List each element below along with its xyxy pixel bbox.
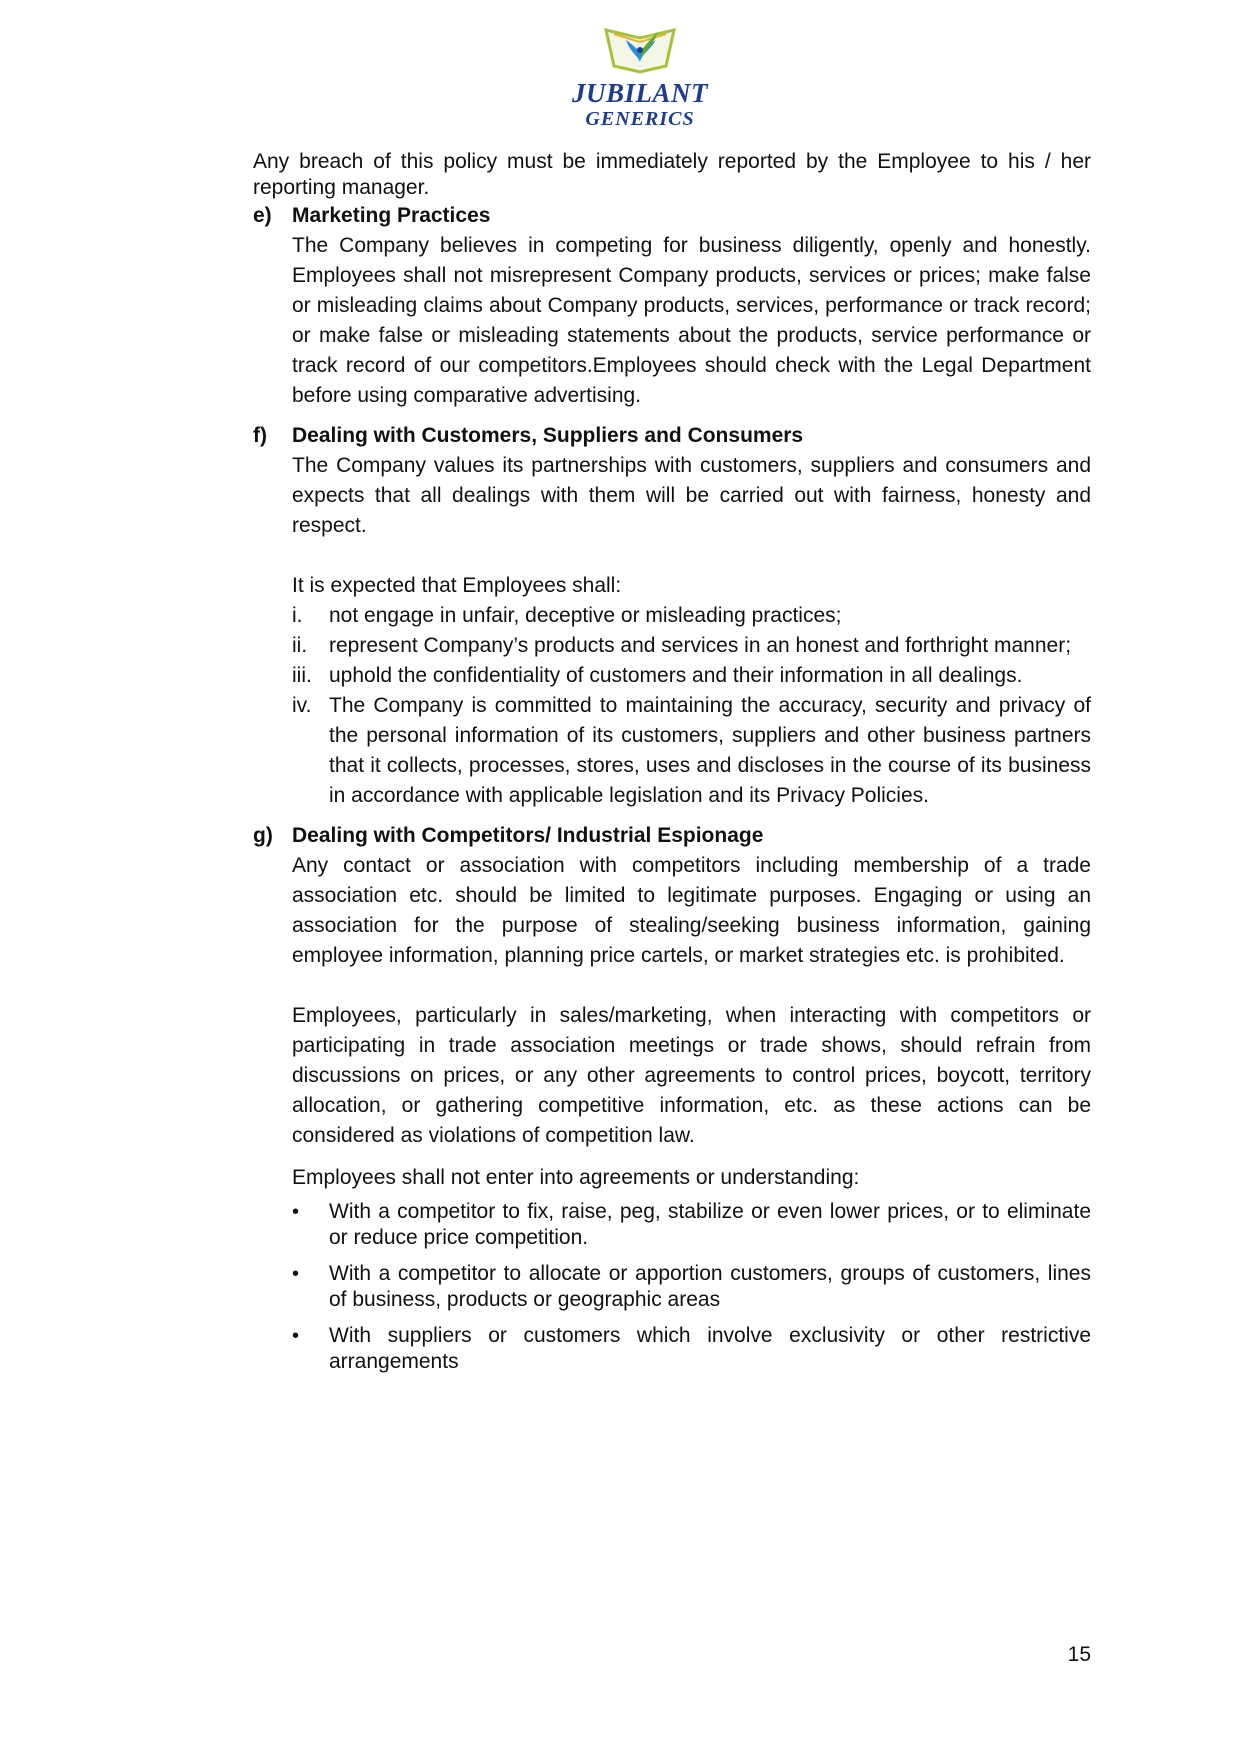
section-letter: e) <box>253 204 272 227</box>
list-lead: It is expected that Employees shall: <box>292 574 622 597</box>
section-title: Dealing with Customers, Suppliers and Consumers <box>292 424 804 447</box>
list-item <box>292 1323 1091 1375</box>
section-letter: g) <box>253 824 273 847</box>
section-paragraph: The Company values its partnerships with customers, suppliers and consumers and expects that all dealings with them will be carried out with fairness, honesty and respect. <box>292 454 1091 537</box>
list-item-text: represent Company’s products and services in an honest and forthright manner; <box>329 634 1072 657</box>
list-item-text: With a competitor to fix, raise, peg, stabilize or even lower prices, or to eliminate or reduce price competition. <box>329 1200 1091 1249</box>
section-paragraph: Employees, particularly in sales/marketing, when interacting with competitors or participating in trade association meetings or trade shows, should refrain from discussions on prices, or any other agreements to control prices, boycott, territory allocation, or gathering competitive information, etc. as these actions can be considered as violations of competition law. <box>292 1004 1091 1147</box>
list-item-text: The Company is committed to maintaining the accuracy, security and privacy of the personal information of its customers, suppliers and other business partners that it collects, processes, stores, uses and discloses in the course of its business in accordance with applicable legislation and its Privacy Policies. <box>329 694 1091 807</box>
list-marker: iv. <box>292 694 312 717</box>
section-marketing-practices <box>253 201 1091 411</box>
list-item <box>292 601 1091 631</box>
book-bird-icon <box>600 22 680 78</box>
list-item <box>292 1261 1091 1313</box>
bullet-icon: • <box>292 1325 300 1347</box>
section-heading <box>253 821 1091 851</box>
list-item-text: With a competitor to allocate or apportion customers, groups of customers, lines of business, products or geographic areas <box>329 1262 1091 1311</box>
page-number: 15 <box>1067 1643 1091 1666</box>
list-item-text: uphold the confidentiality of customers and their information in all dealings. <box>329 664 1023 687</box>
list-item <box>292 631 1091 661</box>
section-dealing-competitors <box>253 821 1091 1375</box>
list-marker: iii. <box>292 664 312 687</box>
section-paragraph: Any contact or association with competitors including membership of a trade association etc. should be limited to legitimate purposes. Engaging or using an association for the purpose of stealing/seeking business information, gaining employee information, planning price cartels, or market strategies etc. is prohibited. <box>292 854 1091 967</box>
section-title: Marketing Practices <box>292 204 491 227</box>
bullet-icon: • <box>292 1201 300 1223</box>
bullet-list <box>292 1199 1091 1375</box>
list-marker: i. <box>292 604 303 627</box>
list-item-text: With suppliers or customers which involve exclusivity or other restrictive arrangements <box>329 1324 1091 1373</box>
section-heading <box>253 201 1091 231</box>
logo-text-generics: GENERICS <box>585 108 695 130</box>
list-item-text: not engage in unfair, deceptive or misleading practices; <box>329 604 842 627</box>
intro-paragraph: Any breach of this policy must be immediately reported by the Employee to his / her reporting manager. <box>253 150 1091 199</box>
company-logo <box>565 22 715 129</box>
logo-text-jubilant: JUBILANT <box>571 78 708 108</box>
section-dealing-customers <box>253 421 1091 811</box>
section-title: Dealing with Competitors/ Industrial Espionage <box>292 824 764 847</box>
list-marker: ii. <box>292 634 308 657</box>
section-letter: f) <box>253 424 267 447</box>
bullet-icon: • <box>292 1263 300 1285</box>
list-item <box>292 661 1091 691</box>
document-body <box>253 149 1091 1385</box>
section-paragraph: The Company believes in competing for business diligently, openly and honestly. Employees shall not misrepresent Company products, services or prices; make false or misleading claims about Company products, services, performance or track record; or make false or misleading statements about the products, service performance or track record of our competitors.Employees should check with the Legal Department before using comparative advertising. <box>292 234 1091 407</box>
list-item <box>292 691 1091 811</box>
list-lead: Employees shall not enter into agreements or understanding: <box>292 1166 860 1189</box>
section-heading <box>253 421 1091 451</box>
list-item <box>292 1199 1091 1251</box>
roman-list <box>292 601 1091 811</box>
